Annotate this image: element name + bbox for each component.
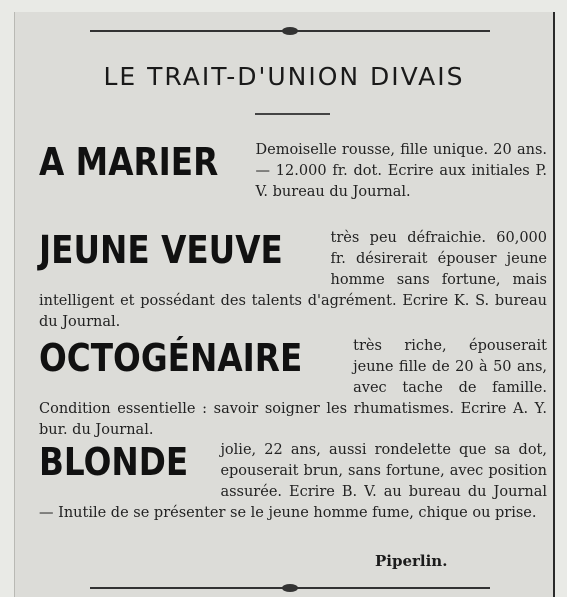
ad-jeune-veuve: [39, 228, 547, 333]
newspaper-clipping: [14, 12, 555, 597]
top-ornament-rule: [90, 30, 490, 32]
ad-heading: JEUNE VEUVE: [39, 228, 283, 272]
ad-octogenaire: [39, 336, 547, 441]
ad-text: très riche, épouserait jeune fille de 20 à 50 ans, avec tache de famille. Condition essentielle : savoir soigner les rhumatismes. Ecrire A. Y. bur. du Journal.: [39, 338, 547, 438]
ad-text: très peu défraichie. 60,000 fr. désirerait épouser jeune homme sans fortune, mais intelligent et possédant des talents d'agrément. Ecrire K. S. bureau du Journal.: [39, 230, 547, 330]
ad-a-marier: [39, 140, 547, 203]
ad-heading: BLONDE: [39, 440, 189, 484]
ad-blonde: [39, 440, 547, 524]
ad-text: Demoiselle rousse, fille unique. 20 ans. — 12.000 fr. dot. Ecrire aux initiales P. V. bureau du Journal.: [255, 142, 547, 200]
title-underline: [255, 113, 330, 115]
ad-heading: A MARIER: [39, 140, 219, 184]
signature: Piperlin.: [375, 552, 448, 570]
page-title: LE TRAIT-D'UNION DIVAIS: [103, 62, 465, 91]
ad-text: jolie, 22 ans, aussi rondelette que sa dot, epouserait brun, sans fortune, avec position assurée. Ecrire B. V. au bureau du Journal — Inutile de se présenter se le jeune homme fume, chique ou prise.: [39, 442, 547, 521]
bottom-ornament-rule: [90, 587, 490, 589]
ad-heading: OCTOGÉNAIRE: [39, 336, 303, 380]
